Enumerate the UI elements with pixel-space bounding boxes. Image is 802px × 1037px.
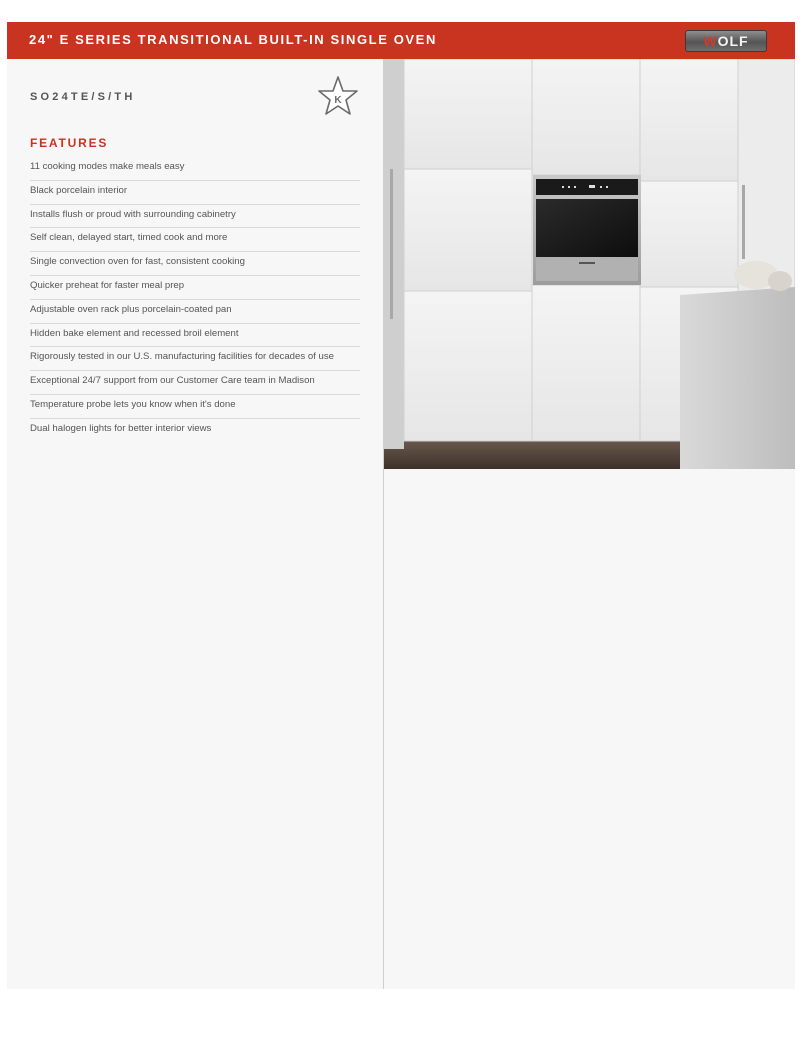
feature-item: Installs flush or proud with surrounding cabinetry [30, 205, 360, 229]
feature-item: Hidden bake element and recessed broil element [30, 324, 360, 348]
feature-item: Exceptional 24/7 support from our Customer Care team in Madison [30, 371, 360, 395]
feature-item: 11 cooking modes make meals easy [30, 157, 360, 181]
feature-item: Self clean, delayed start, timed cook and more [30, 228, 360, 252]
feature-item: Single convection oven for fast, consistent cooking [30, 252, 360, 276]
header-bar [7, 22, 795, 59]
wolf-logo [685, 30, 767, 52]
feature-item: Temperature probe lets you know when it's done [30, 395, 360, 419]
star-k-icon [317, 75, 359, 117]
features-heading: FEATURES [30, 136, 109, 150]
feature-item: Adjustable oven rack plus porcelain-coated pan [30, 300, 360, 324]
kitchen-oven-image [384, 59, 795, 469]
feature-item: Rigorously tested in our U.S. manufacturing facilities for decades of use [30, 347, 360, 371]
product-photo [384, 59, 795, 469]
feature-item: Black porcelain interior [30, 181, 360, 205]
lower-panel [384, 469, 795, 989]
model-number: SO24TE/S/TH [30, 91, 136, 103]
logo-letter-w: W [703, 33, 718, 49]
svg-text:K: K [334, 95, 342, 106]
features-list [30, 157, 360, 443]
feature-item: Dual halogen lights for better interior views [30, 422, 212, 434]
logo-text: WOLF [703, 33, 749, 49]
features-panel [7, 59, 384, 989]
page-title: 24" E SERIES TRANSITIONAL BUILT-IN SINGLE OVEN [29, 32, 437, 47]
feature-item: Quicker preheat for faster meal prep [30, 276, 360, 300]
